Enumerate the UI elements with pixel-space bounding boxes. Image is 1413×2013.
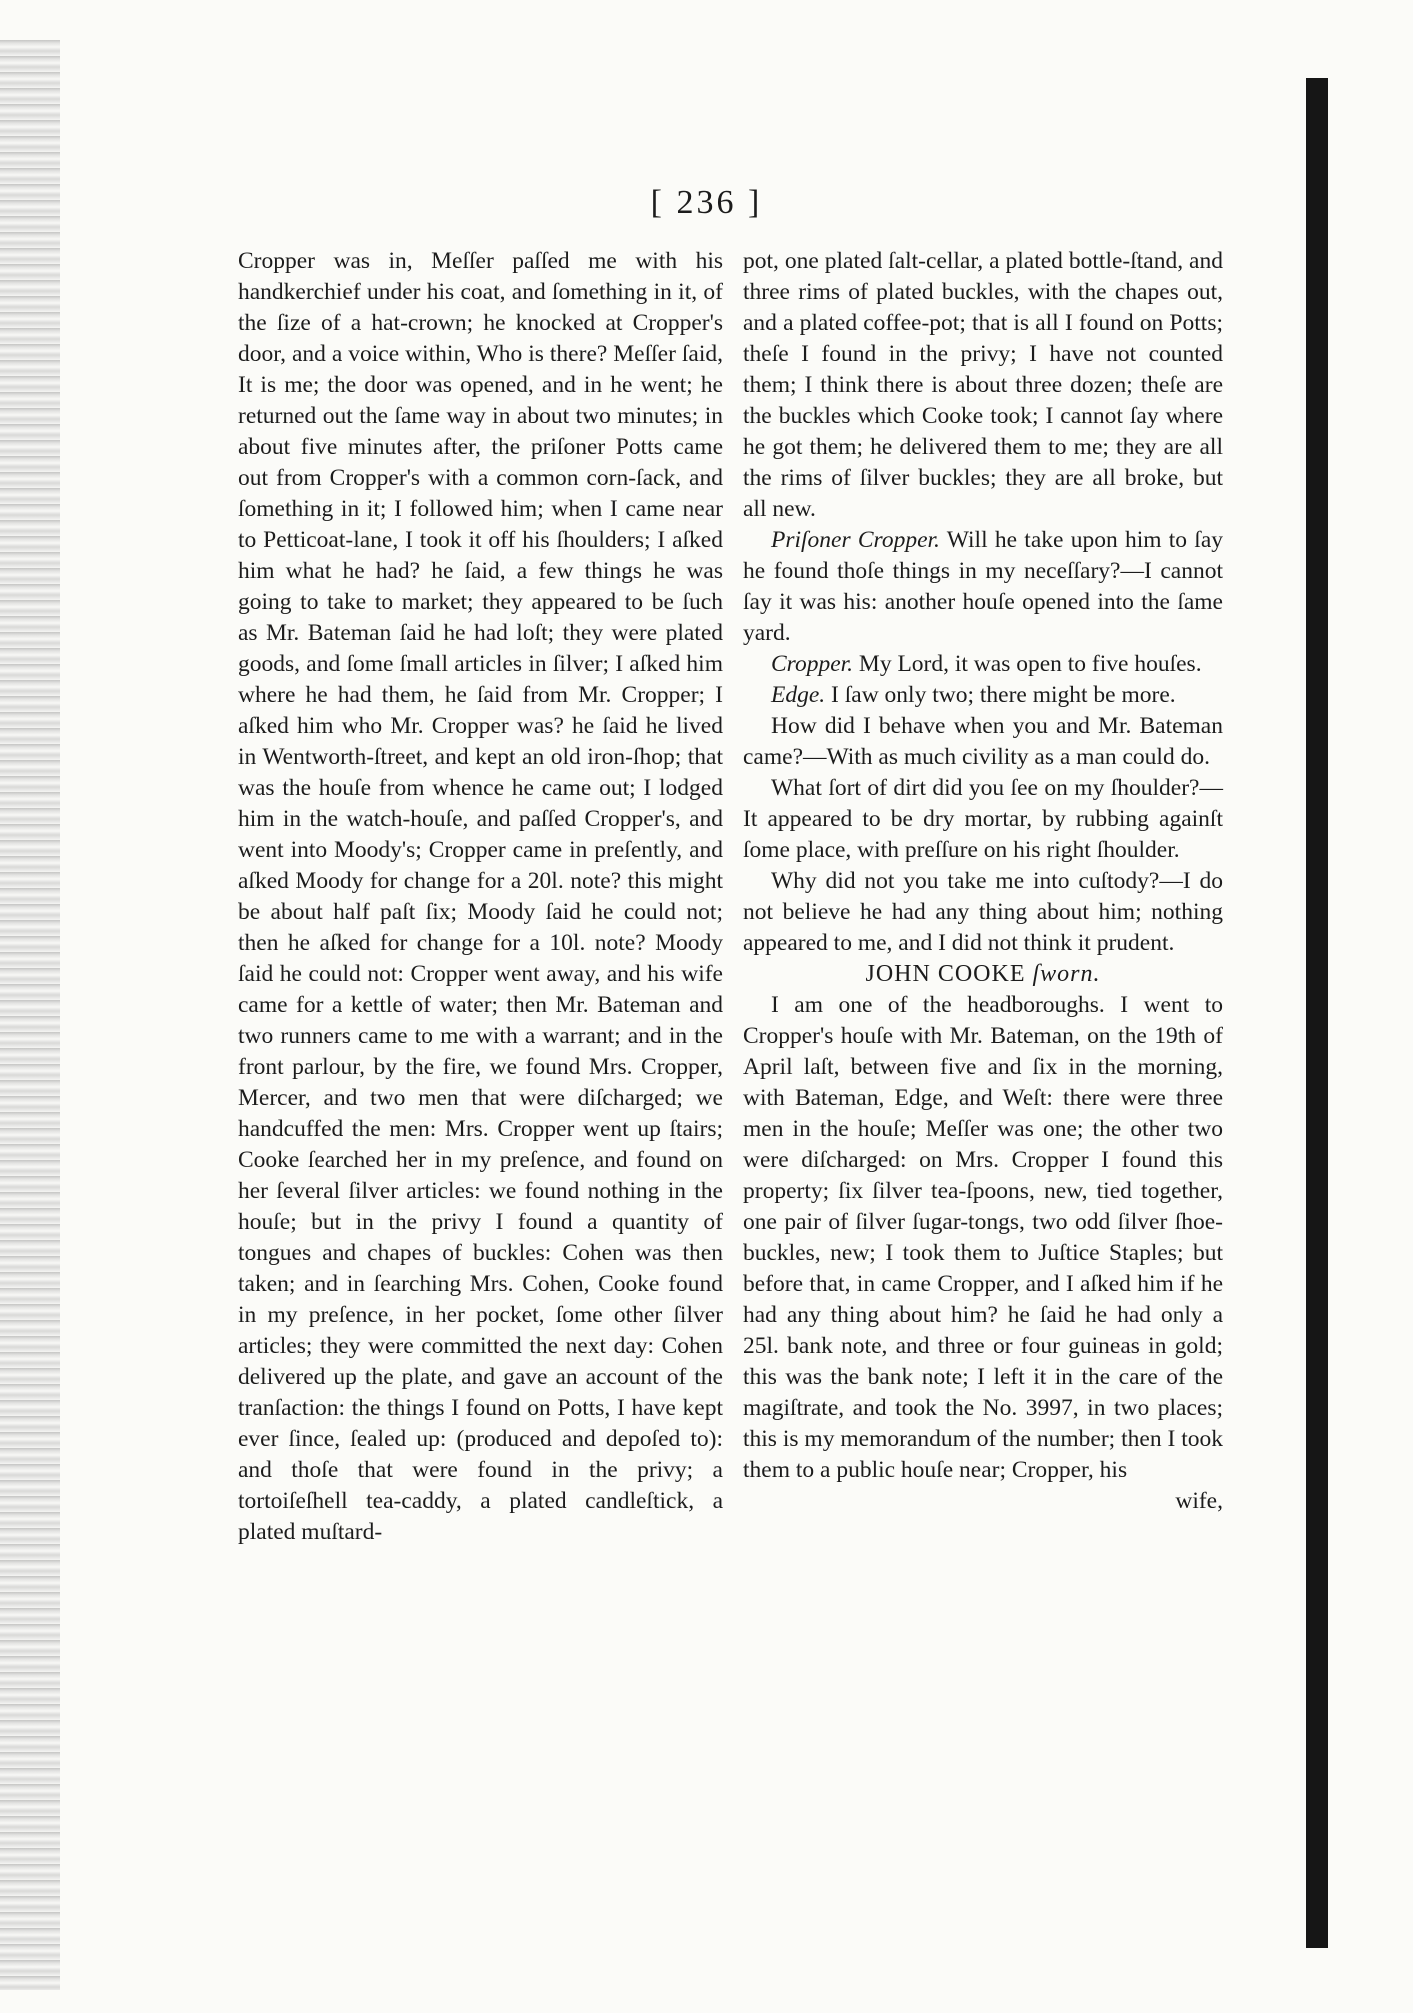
exchange-text: Will he take upon him to ſay he found thoſe things in my neceſſary?—I cannot ſay it was his: another houſe opened into the ſame yard. bbox=[743, 527, 1223, 646]
exchange-text: How did I behave when you and Mr. Bateman came?—With as much civility as a man could do. bbox=[743, 713, 1223, 770]
scan-border-bar bbox=[1306, 78, 1328, 1948]
exchange bbox=[743, 866, 1223, 959]
exchange bbox=[743, 525, 1223, 649]
left-column-text: Cropper was in, Meſſer paſſed me with his handkerchief under his coat, and ſomething in it, of the ſize of a hat-crown; he knocked at Cropper's door, and a voice within, Who is there? Meſſer ſaid, It is me; the door was opened, and in he went; he returned out the ſame way in about two minutes; in about five minutes after, the priſoner Potts came out from Cropper's with a common corn-ſack, and ſomething in it; I followed him; when I came near to Petticoat-lane, I took it off his ſhoulders; I aſked him what he had? he ſaid, a few things he was going to take to market; they appeared to be ſuch as Mr. Bateman ſaid he had loſt; they were plated goods, and ſome ſmall articles in ſilver; I aſked him where he had them, he ſaid from Mr. Cropper; I aſked him who Mr. Cropper was? he ſaid he lived in Wentworth-ſtreet, and kept an old iron-ſhop; that was the houſe from whence he came out; I lodged him in the watch-houſe, and paſſed Cropper's, and went into Moody's; Cropper came in preſently, and aſked Moody for change for a 20l. note? this might be about half paſt ſix; Moody ſaid he could not; then he aſked for change for a 10l. note? Moody ſaid he could not: Cropper went away, and his wife came for a kettle of water; then Mr. Bateman and two runners came to me with a warrant; and in the front parlour, by the fire, we found Mrs. Cropper, Mercer, and two men that were diſcharged; we handcuffed the men: Mrs. Cropper went up ſtairs; Cooke ſearched her in my preſence, and found on her ſeveral ſilver articles: we found nothing in the houſe; but in the privy I found a quantity of tongues and chapes of buckles: Cohen was then taken; and in ſearching Mrs. Cohen, Cooke found in my preſence, in her pocket, ſome other ſilver articles; they were committed the next day: Cohen delivered up the plate, and gave an account of the tranſaction: the things I found on Potts, I have kept ever ſince, ſealed up: (produced and depoſed to): and thoſe that were found in the privy; a tortoiſeſhell tea-caddy, a plated candleſtick, a plated muſtard- bbox=[238, 248, 723, 1545]
catchword: wife, bbox=[1175, 1488, 1223, 1514]
right-column bbox=[743, 246, 1223, 1517]
speaker-label: Priſoner Cropper. bbox=[771, 527, 940, 553]
witness-heading bbox=[743, 959, 1223, 990]
exchange-text: What ſort of dirt did you ſee on my ſhoulder?—It appeared to be dry mortar, by rubbing againſt ſome place, with preſſure on his right ſhoulder. bbox=[743, 775, 1223, 863]
exchange bbox=[743, 773, 1223, 866]
sworn-label: ſworn. bbox=[1032, 961, 1101, 987]
right-column-continuation: pot, one plated ſalt-cellar, a plated bottle-ſtand, and three rims of plated buckles, with the chapes out, and a plated coffee-pot; that is all I found on Potts; theſe I found in the privy; I have not counted them; I think there is about three dozen; theſe are the buckles which Cooke took; I cannot ſay where he got them; he delivered them to me; they are all the rims of ſilver buckles; they are all broke, but all new. bbox=[743, 248, 1223, 522]
exchange bbox=[743, 711, 1223, 773]
exchange bbox=[743, 680, 1223, 711]
witness-name: JOHN COOKE bbox=[865, 961, 1026, 987]
exchange-text: Why did not you take me into cuſtody?—I do not believe he had any thing about him; nothing appeared to me, and I did not think it prudent. bbox=[743, 868, 1223, 956]
exchange-text: I ſaw only two; there might be more. bbox=[831, 682, 1176, 708]
exchange-text: My Lord, it was open to five houſes. bbox=[858, 651, 1202, 677]
page-number: [ 236 ] bbox=[650, 184, 763, 221]
page-binding-edge bbox=[0, 40, 60, 1990]
exchange bbox=[743, 649, 1223, 680]
speaker-label: Cropper. bbox=[771, 651, 854, 677]
speaker-label: Edge. bbox=[771, 682, 826, 708]
witness-testimony: I am one of the headboroughs. I went to Cropper's houſe with Mr. Bateman, on the 19th of April laſt, between five and ſix in the morning, with Bateman, Edge, and Weſt: there were three men in the houſe; Meſſer was one; the other two were diſcharged: on Mrs. Cropper I found this property; ſix ſilver tea-ſpoons, new, tied together, one pair of ſilver ſugar-tongs, two odd ſilver ſhoe-buckles, new; I took them to Juſtice Staples; but before that, in came Cropper, and I aſked him if he had any thing about him? he ſaid he had only a 25l. bank note, and three or four guineas in gold; this was the bank note; I left it in the care of the magiſtrate, and took the No. 3997, in two places; this is my memorandum of the number; then I took them to a public houſe near; Cropper, his bbox=[743, 992, 1223, 1483]
left-column bbox=[238, 246, 723, 1548]
